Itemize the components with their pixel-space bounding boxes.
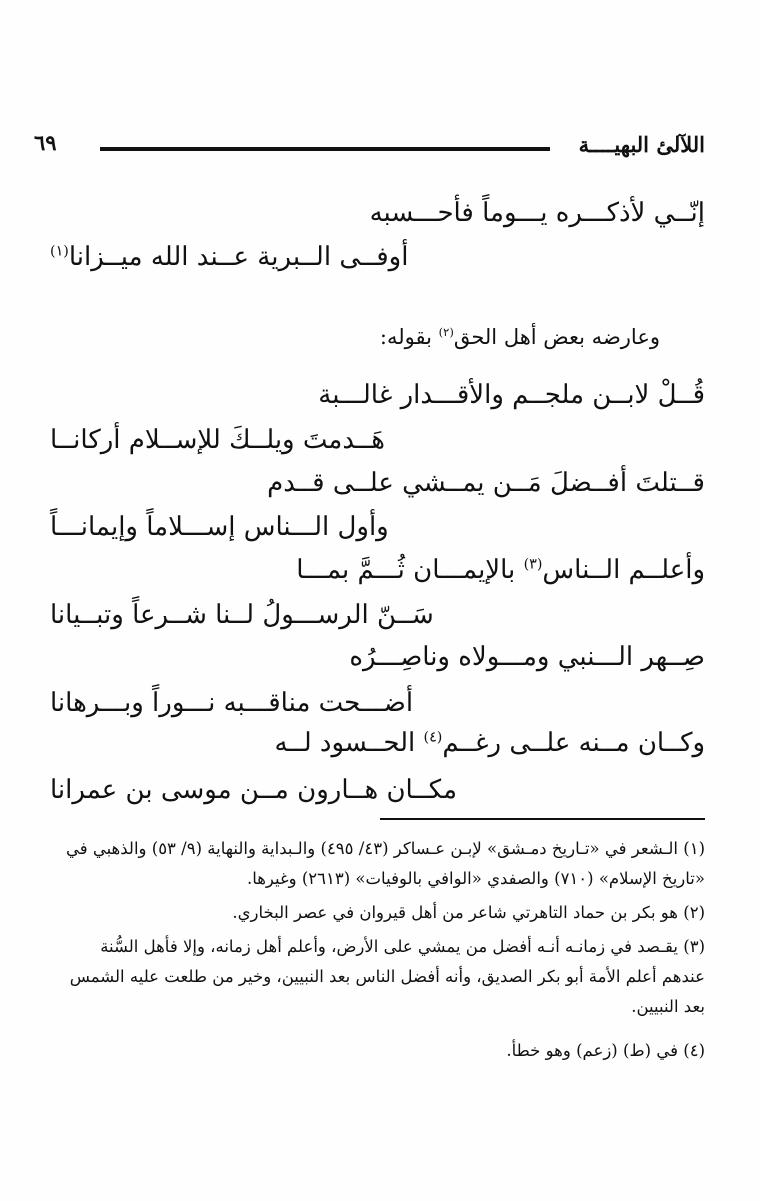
header-rule xyxy=(100,147,550,151)
page-number: ٦٩ xyxy=(34,130,57,155)
verse-2-second-hemistich: هَــدمتَ ويلــكَ للإســلام أركانــا xyxy=(50,425,385,455)
verse-4-first-hemistich: وأعلــم الــناس$^{(٣)}$ بالإيمـــان ثُـــمَّ بمـــا xyxy=(296,555,705,585)
verse-6-second-hemistich: مكــان هــارون مــن موسى بن عمرانا xyxy=(50,775,457,805)
footnote-1: (١) الـشعر في «تـاريخ دمـشق» لإبـن عـساكر (٤٣/ ٤٩٥) والـبداية والنهاية (٩/ ٥٣) والذهبي في «تاريخ الإسلام» (٧١٠) والصفدي «الوافي بالوفيات» (٢٦١٣) وغيرها. xyxy=(65,839,705,888)
footnote-4: (٤) في (ط) (زعم) وهو خطأ. xyxy=(506,1041,705,1060)
footnote-separator xyxy=(380,818,705,820)
footnote-ref-2: (٢) xyxy=(438,325,454,339)
footnote-ref-3: (٣) xyxy=(523,556,543,573)
footnote-2: (٢) هو بكر بن حماد التاهرتي شاعر من أهل قيروان في عصر البخاري. xyxy=(232,903,705,922)
verse-1-first-hemistich: إنّــي لأذكـــره يـــوماً فأحـــسبه xyxy=(369,198,705,228)
footnote-3: (٣) يقـصد في زمانـه أنـه أفضل من يمشي على الأرض، وأعلم أهل زمانه، وإلا فأهل السُّنة عندهم أعلم الأمة أبو بكر الصديق، وأنه أفضل الناس بعد النبيين، وخير من طلعت عليه الشمس بعد النبيين. xyxy=(69,937,705,1016)
verse-6-first-hemistich: وكــان مــنه علــى رغــم$^{(٤)}$ الحــسود لــه xyxy=(274,728,705,758)
running-header-title: اللآلئ البهيــــة xyxy=(578,132,705,157)
verse-1-second-hemistich: أوفــى الــبرية عــند الله ميــزانا$^{(١)}$ xyxy=(50,242,409,272)
verse-2-first-hemistich: قُــلْ لابــن ملجــم والأقـــدار غالـــبة xyxy=(318,380,705,410)
prose-line: وعارضه بعض أهل الحق$^{(٢)}$ بقوله: xyxy=(379,325,660,349)
verse-5-first-hemistich: صِــهر الـــنبي ومـــولاه وناصِـــرُه xyxy=(349,642,705,672)
verse-3-second-hemistich: وأول الـــناس إســـلاماً وإيمانـــاً xyxy=(50,512,389,542)
verse-3-first-hemistich: قــتلتَ أفــضلَ مَــن يمــشي علــى قــدم xyxy=(267,468,705,498)
footnote-ref-1: (١) xyxy=(50,243,69,260)
verse-4-second-hemistich: سَــنّ الرســـولُ لــنا شــرعاً وتبــيانا xyxy=(50,600,434,630)
verse-5-second-hemistich: أضـــحت مناقـــبه نـــوراً وبـــرهانا xyxy=(50,688,414,718)
footnote-ref-4: (٤) xyxy=(423,729,443,746)
